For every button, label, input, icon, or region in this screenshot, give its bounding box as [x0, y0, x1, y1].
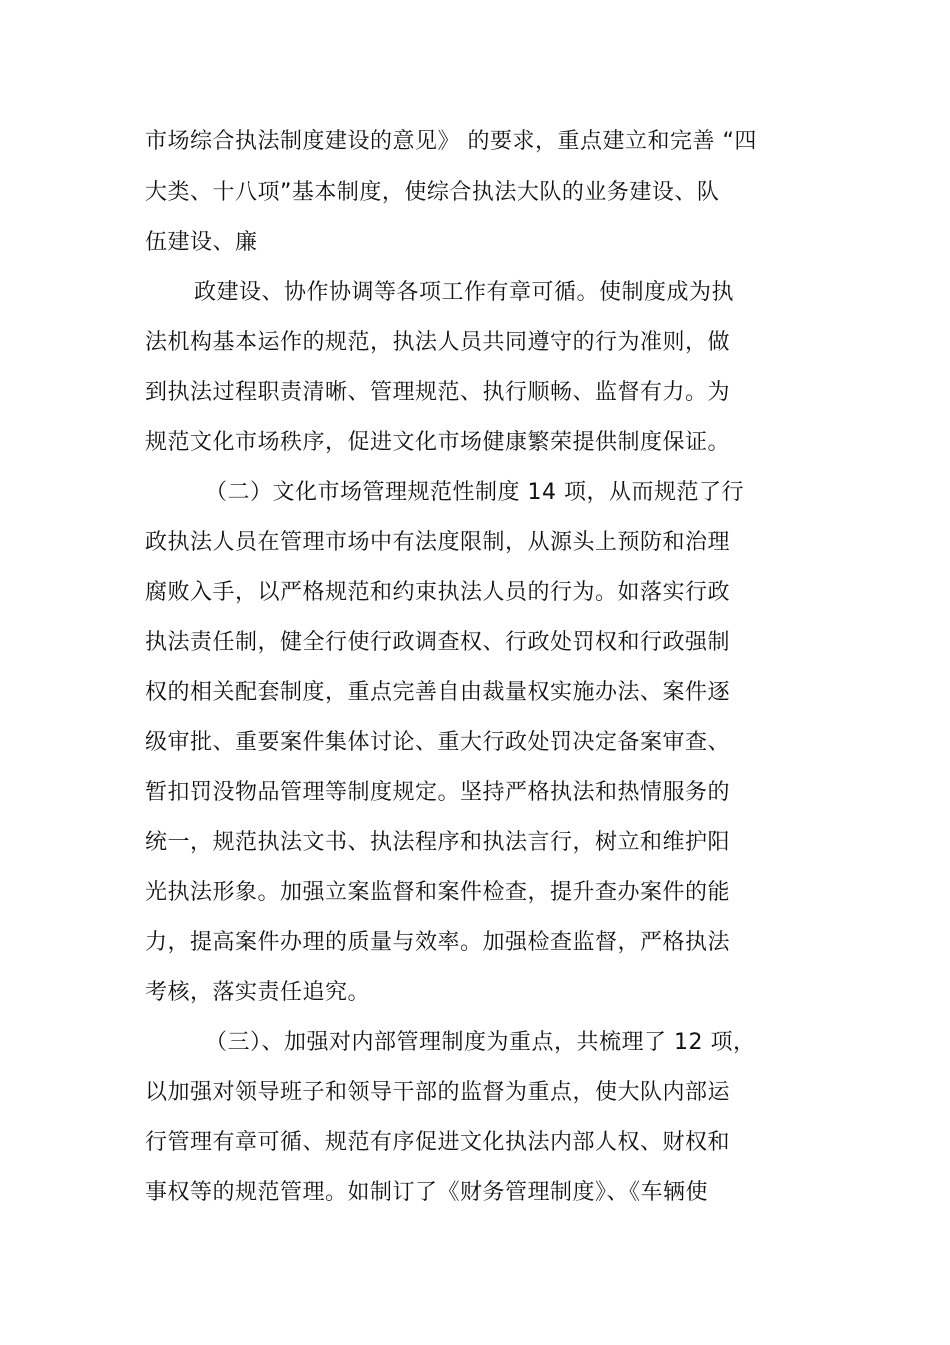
text-line: 权的相关配套制度，重点完善自由裁量权实施办法、案件逐: [145, 680, 731, 705]
text-line: 行管理有章可循、规范有序促进文化执法内部人权、财权和: [145, 1130, 731, 1155]
text-line: 政执法人员在管理市场中有法度限制，从源头上预防和治理: [145, 530, 731, 555]
paragraph-start-line: 政建设、协作协调等各项工作有章可循。使制度成为执: [194, 280, 735, 305]
text-line: 统一，规范执法文书、执法程序和执法言行，树立和维护阳: [145, 830, 731, 855]
section-heading-line: （二）文化市场管理规范性制度 14 项，从而规范了行: [205, 480, 744, 505]
section-heading-line: （三）、加强对内部管理制度为重点，共梳理了 12 项，: [205, 1030, 756, 1055]
text-line: 市场综合执法制度建设的意见》 的要求，重点建立和完善 “四: [145, 129, 757, 154]
text-line: 伍建设、廉: [145, 230, 258, 255]
text-line: 以加强对领导班子和领导干部的监督为重点，使大队内部运: [145, 1080, 731, 1105]
text-line: 光执法形象。加强立案监督和案件检查，提升查办案件的能: [145, 880, 731, 905]
text-line: 规范文化市场秩序，促进文化市场健康繁荣提供制度保证。: [145, 430, 731, 455]
text-line: 到执法过程职责清晰、管理规范、执行顺畅、监督有力。为: [145, 380, 731, 405]
text-line: 暂扣罚没物品管理等制度规定。坚持严格执法和热情服务的: [145, 780, 731, 805]
text-line: 腐败入手，以严格规范和约束执法人员的行为。如落实行政: [145, 580, 731, 605]
text-line: 级审批、重要案件集体讨论、重大行政处罚决定备案审查、: [145, 730, 731, 755]
text-line: 大类、十八项”基本制度，使综合执法大队的业务建设、队: [145, 180, 720, 205]
text-line: 事权等的规范管理。如制订了《财务管理制度》、《车辆使: [145, 1180, 709, 1205]
text-line: 法机构基本运作的规范，执法人员共同遵守的行为准则，做: [145, 330, 731, 355]
text-line: 考核，落实责任追究。: [145, 980, 371, 1005]
text-line: 力，提高案件办理的质量与效率。加强检查监督，严格执法: [145, 930, 731, 955]
text-line: 执法责任制，健全行使行政调查权、行政处罚权和行政强制: [145, 630, 731, 655]
